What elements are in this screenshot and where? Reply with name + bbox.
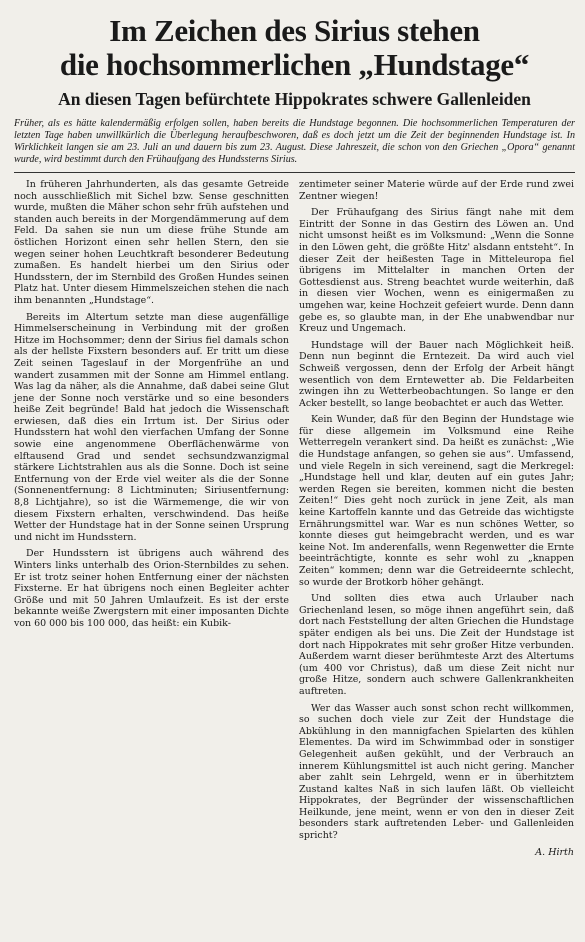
column-left xyxy=(14,179,289,858)
paragraph: In früheren Jahrhunderten, als das gesamte Getreide noch ausschließlich mit Sichel bzw. Sense geschnitten wurde, mußten die Mäher schon sehr früh aufstehen und standen auch bereits in der Morgendämmerung auf dem Feld. Da sahen sie nun um diese frühe Stunde am östlichen Horizont einen sehr hellen Stern, den sie wegen seiner hohen Leuchtkraft besonderer Bedeutung zumaßen. Es handelt hierbei um den Sirius oder Hundsstern, der im Sternbild des Großen Hundes seinen Platz hat. Unter diesem Himmelszeichen stehen die nach ihm benannten „Hundstage“. xyxy=(14,179,289,306)
paragraph: Bereits im Altertum setzte man diese augenfällige Himmelserscheinung in Verbindung mit der großen Hitze im Hochsommer; denn der Sirius fiel damals schon als der hellste Fixstern besonders auf. Er tritt um diese Zeit seinen Tageslauf in der Morgenfrühe an und wandert zusammen mit der Sonne am Himmel entlang. Was lag da näher, als die Annahme, daß dabei seine Glut jene der Sonne noch verstärke und so eine besonders heiße Zeit begründe! Bald hat jedoch die Wissenschaft erwiesen, daß dies ein Irrtum ist. Der Sirius oder Hundsstern hat wohl den vierfachen Umfang der Sonne sowie eine angenommene Oberflächenwärme von elftausend Grad und sendet sechsundzwanzigmal stärkere Lichtstrahlen aus als die Sonne. Doch ist seine Entfernung von der Erde viel weiter als die der Sonne (Sonnenentfernung: 8 Lichtminuten; Siriusentfernung: 8,8 Lichtjahre), so ist die Wärmemenge, die wir von diesem Fixstern erhalten, verschwindend. Das heiße Wetter der Hundstage hat in der Sonne seinen Ursprung und nicht im Hundsstern. xyxy=(14,311,289,543)
paragraph: Kein Wunder, daß für den Beginn der Hundstage wie für diese allgemein im Volksmund eine Reihe Wetterregeln verankert sind. Da heißt es zunächst: „Wie die Hundstage anfangen, so gehen sie aus“. Umfassend, und viele Regeln in sich vereinend, sagt die Merkregel: „Hundstage hell und klar, deuten auf ein gutes Jahr; werden Regen sie bereiten, kommen nicht die besten Zeiten!“ Dies geht noch zurück in jene Zeit, als man keine Kartoffeln kannte und das Getreide das wichtigste Ernährungsmittel war. War es nun schönes Wetter, so konnte dieses gut heimgebracht werden, und es war keine Not. Im anderenfalls, wenn Regenwetter die Ernte beeinträchtigte, konnte es sehr wohl zu „knappen Zeiten“ kommen; denn war die Getreideernte schlecht, so wurde der Brotkorb höher gehängt. xyxy=(299,414,574,588)
headline-line-2: die hochsommerlichen „Hundstage“ xyxy=(59,47,530,82)
column-right xyxy=(299,179,574,858)
subheadline: An diesen Tagen befürchtete Hippokrates schwere Gallenleiden xyxy=(58,89,531,109)
divider xyxy=(14,172,575,173)
paragraph: Und sollten dies etwa auch Urlauber nach Griechenland lesen, so möge ihnen angeführt sein, daß dort nach Feststellung der alten Griechen die Hundstage später endigen als bei uns. Die Zeit der Hundstage ist dort nach Hippokrates mit sehr großer Hitze verbunden. Außerdem warnt dieser berühmteste Arzt des Altertums (um 400 vor Christus), daß um diese Zeit nicht nur große Hitze, sondern auch schwere Gallenkrankheiten auftreten. xyxy=(299,593,574,697)
paragraph: zentimeter seiner Materie würde auf der Erde rund zwei Zentner wiegen! xyxy=(299,179,574,202)
paragraph: Der Frühaufgang des Sirius fängt nahe mit dem Eintritt der Sonne in das Gestirn des Löwen an. Und nicht umsonst heißt es im Volksmund: „Wenn die Sonne in den Löwen geht, die größte Hitz' alsdann entsteht“. In dieser Zeit der heißesten Tage in Mitteleuropa fiel übrigens im Mittelalter in manchen Orten der Gottesdienst aus. Streng beachtet wurde weiterhin, daß in diesen vier Wochen, wenn es einigermaßen zu umgehen war, keine Hochzeit gefeiert wurde. Denn dann gebe es, so glaubte man, in der Ehe unabwendbar nur Kreuz und Ungemach. xyxy=(299,207,574,335)
article-columns xyxy=(14,179,575,858)
headline-line-1: Im Zeichen des Sirius stehen xyxy=(109,13,480,48)
author-byline: A. Hirth xyxy=(535,846,574,858)
headline xyxy=(14,14,575,82)
paragraph: Der Hundsstern ist übrigens auch während des Winters links unterhalb des Orion-Sternbildes zu sehen. Er ist trotz seiner hohen Entfernung einer der nächsten Fixsterne. Er hat übrigens noch einen Begleiter achter Größe und mit 50 Jahren Umlaufzeit. Es ist der erste bekannte weiße Zwergstern mit einer imposanten Dichte von 60 000 bis 100 000, das heißt: ein Kubik- xyxy=(14,548,289,629)
paragraph: Wer das Wasser auch sonst schon recht willkommen, so suchen doch viele zur Zeit der Hundstage die Abkühlung in den mannigfachen Spielarten des kühlen Elementes. Da wird im Schwimmbad oder in sonstiger Gelegenheit außen gekühlt, und der Verbrauch an innerem Kühlungsmittel ist auch nicht gering. Mancher aber zahlt sein Lehrgeld, wenn er in überhitztem Zustand kaltes Naß in sich laufen läßt. Ob vielleicht Hippokrates, der Begründer der wissenschaftlichen Heilkunde, jene meint, wenn er von den in dieser Zeit besonders stark auftretenden Leber- und Gallenleiden spricht? xyxy=(299,702,574,842)
lead-paragraph: Früher, als es hätte kalendermäßig erfolgen sollen, haben bereits die Hundstage begonnen. Die hochsommerlichen Temperaturen der letzten Tage haben unwillkürlich die Überlegung heraufbeschworen, daß es doch jetzt um die Zeit der beginnenden Hundstage ist. In Wirklichkeit langen sie am 23. Juli an und dauern bis zum 23. August. Diese Jahreszeit, die schon von den Griechen „Opora“ genannt wurde, wird bestimmt durch den Frühaufgang des Hundssterns Sirius. xyxy=(14,118,575,165)
paragraph: Hundstage will der Bauer nach Möglichkeit heiß. Denn nun beginnt die Erntezeit. Da wird auch viel Schweiß vergossen, denn der Erfolg der Arbeit hängt wesentlich von dem Erntewetter ab. Die Feldarbeiten zwingen ihn zu Wetterbeobachtungen. So lange er den Acker bestellt, so lange beobachtet er auch das Wetter. xyxy=(299,339,574,409)
